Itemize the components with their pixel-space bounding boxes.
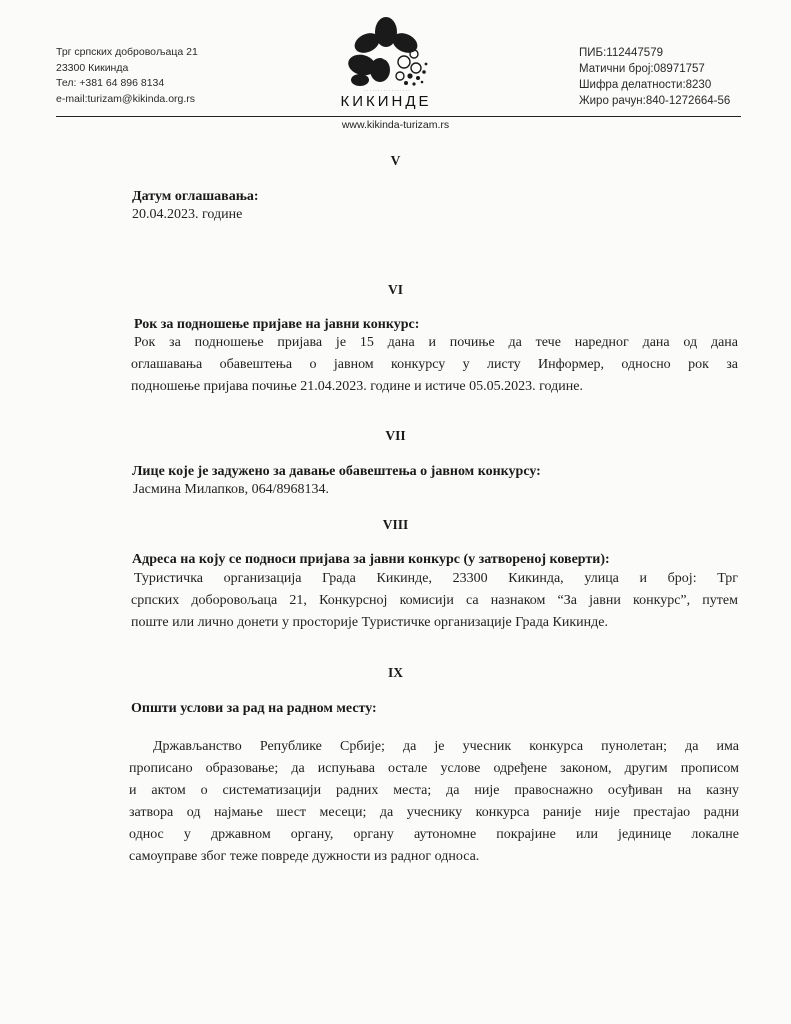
bank-account-line: Жиро рачун:840-1272664-56: [579, 95, 731, 107]
activity-code-line: Шифра делатности:8230: [579, 79, 712, 91]
logo-tagline: · · · · · · · · · · · · · · · · ·: [364, 88, 410, 93]
organization-address: [56, 45, 198, 107]
section-heading: Адреса на коју се подноси пријава за јавни конкурс (у затвореној коверти):: [132, 552, 610, 567]
paragraph-line: подношење пријава почиње 21.04.2023. године и истиче 05.05.2023. године.: [131, 379, 583, 394]
paragraph-line: однос у државном органу, органу аутономне покрајине или јединице локалне: [129, 827, 739, 842]
section-numeral: VI: [387, 282, 403, 297]
section-numeral: IX: [387, 665, 403, 680]
section-heading: Рок за подношење пријаве на јавни конкурс:: [134, 317, 420, 332]
paragraph-line: поште или лично донети у просторије Туристичке организације Града Кикинде.: [131, 615, 608, 630]
paragraph-line: Туристичка организација Града Кикинде, 23300 Кикинда, улица и број: Трг: [134, 571, 738, 586]
logo-city-name: КИКИНДЕ: [340, 93, 432, 110]
contact-person: Јасмина Милапков, 064/8968134.: [133, 482, 329, 497]
address-line: Трг српских добровољаца 21: [56, 46, 198, 58]
section-heading: Датум оглашавања:: [132, 189, 259, 204]
phone-line: Тел: +381 64 896 8134: [56, 77, 165, 89]
email-line: e-mail:turizam@kikinda.org.rs: [56, 92, 196, 105]
paragraph-line: и актом о систематизацији радних места; да није правоснажно осуђиван на казну: [129, 783, 739, 798]
header-divider: [56, 116, 741, 117]
address-line: 23300 Кикинда: [56, 61, 129, 74]
website-link[interactable]: www.kikinda-turizam.rs: [341, 119, 450, 131]
paragraph-line: затвора од најмање шест месеци; да учеснику конкурса раније није престајао радни: [129, 805, 739, 820]
section-heading: Општи услови за рад на радном месту:: [131, 701, 377, 716]
announcement-date: 20.04.2023. године: [132, 207, 243, 222]
paragraph-line: прописано образовање; да испуњава остале услове одређене законом, другим прописом: [129, 761, 739, 776]
section-numeral: VII: [385, 428, 406, 443]
registration-number-line: Матични број:08971757: [579, 63, 705, 75]
section-heading: Лице које је задужено за давање обавештења о јавном конкурсу:: [132, 464, 541, 479]
paragraph-line: Држављанство Републике Србије; да је учесник конкурса пунолетан; да има: [153, 739, 739, 754]
paragraph-line: оглашавања обавештења о јавном конкурсу у листу Информер, односно рок за: [131, 357, 738, 372]
paragraph-line: Рок за подношење пријава је 15 дана и почиње да тече наредног дана од дана: [134, 335, 738, 350]
registry-info: [579, 45, 730, 109]
tax-id-line: ПИБ:112447579: [579, 47, 663, 59]
paragraph-line: српских доборовољаца 21, Конкурсној комисији са назнаком “За јавни конкурс”, путем: [131, 593, 738, 608]
paragraph-line: самоуправе због теже повреде дужности из радног односа.: [129, 849, 480, 864]
section-numeral: VIII: [382, 517, 409, 532]
section-numeral: V: [390, 153, 401, 168]
